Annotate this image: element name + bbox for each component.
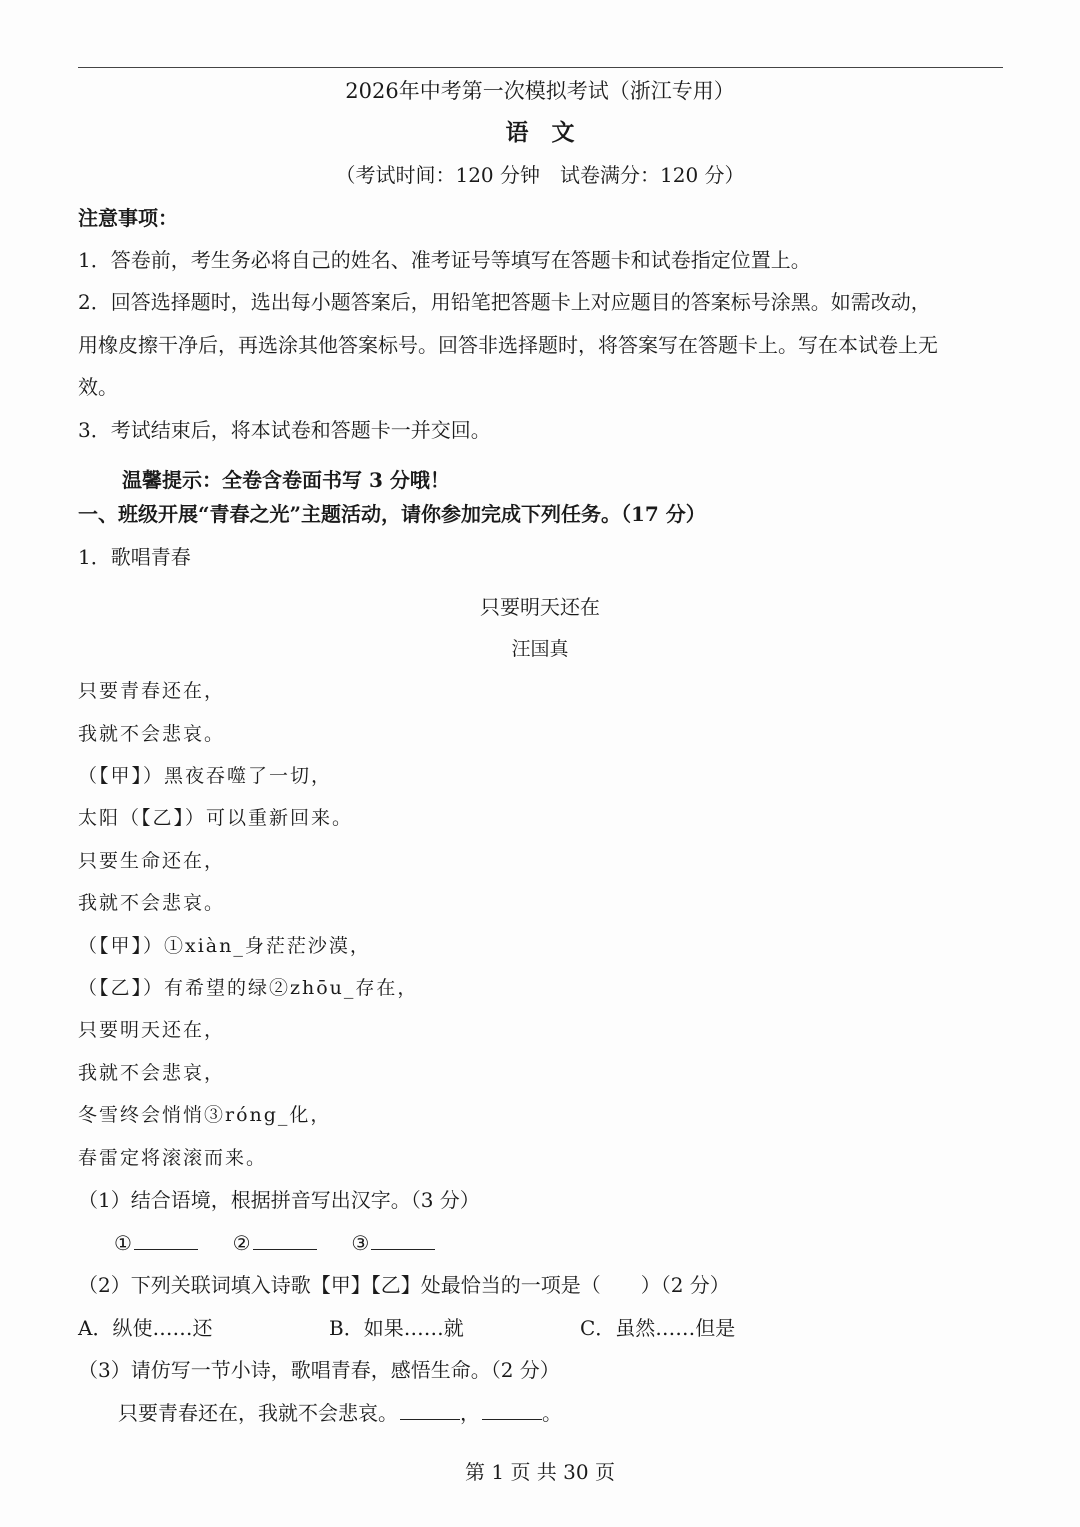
poem-author: 汪国真: [511, 638, 569, 660]
poem-line: 我就不会悲哀。: [78, 723, 226, 745]
exam-info: （考试时间：120 分钟 试卷满分：120 分）: [335, 163, 745, 187]
notice-item-2-line2: 用橡皮擦干净后，再选涂其他答案标号。回答非选择题时，将答案写在答题卡上。写在本试卷上无: [78, 333, 938, 357]
poem-title: 只要明天还在: [480, 595, 600, 619]
notice-item-2-line1: 2．回答选择题时，选出每小题答案后，用铅笔把答题卡上对应题目的答案标号涂黑。如需改动，: [78, 290, 931, 314]
notice-item-3: 3．考试结束后，将本试卷和答题卡一并交回。: [78, 418, 491, 442]
question-1: （1）结合语境，根据拼音写出汉字。（3 分）: [78, 1188, 480, 1212]
section-1-heading: 一、班级开展“青春之光”主题活动，请你参加完成下列任务。（17 分）: [78, 502, 706, 526]
question-3: （3）请仿写一节小诗，歌唱青春，感悟生命。（2 分）: [78, 1358, 560, 1382]
blank-label-1: ①: [114, 1231, 132, 1255]
task-1-title: 1．歌唱青春: [78, 545, 191, 569]
poem-line: （【甲】）黑夜吞噬了一切，: [78, 765, 333, 787]
answer-blank-2[interactable]: [253, 1229, 317, 1250]
question-2: （2）下列关联词填入诗歌【甲】【乙】处最恰当的一项是（ ）（2 分）: [78, 1273, 730, 1297]
poem-line: （【甲】）①xiàn_身茫茫沙漠，: [78, 935, 371, 957]
option-a: A．纵使……还: [78, 1316, 213, 1340]
option-c: C．虽然……但是: [580, 1316, 736, 1340]
answer-blank-1[interactable]: [134, 1229, 198, 1250]
period: 。: [542, 1401, 562, 1425]
exam-title: 2026年中考第一次模拟考试（浙江专用）: [345, 79, 735, 103]
imitation-blank-2[interactable]: [482, 1399, 542, 1420]
warm-tip: 温馨提示：全卷含卷面书写 3 分哦！: [122, 468, 450, 492]
poem-line: 只要青春还在，: [78, 680, 226, 702]
prompt-text: 只要青春还在，我就不会悲哀。: [118, 1401, 398, 1425]
notice-heading: 注意事项：: [78, 206, 178, 230]
page-number: 第 1 页 共 30 页: [465, 1460, 615, 1484]
question-1-blanks: [114, 1229, 435, 1257]
poem-line: 我就不会悲哀，: [78, 1062, 226, 1084]
question-3-prompt: [118, 1399, 562, 1427]
poem-line: 春雷定将滚滚而来。: [78, 1147, 268, 1169]
blank-label-3: ③: [351, 1231, 370, 1255]
notice-item-2-line3: 效。: [78, 375, 118, 399]
subject-title: 语 文: [505, 119, 575, 146]
poem-line: 冬雪终会悄悄③róng_化，: [78, 1104, 332, 1126]
answer-blank-3[interactable]: [371, 1229, 435, 1250]
poem-line: 太阳（【乙】）可以重新回来。: [78, 807, 354, 829]
notice-item-1: 1．答卷前，考生务必将自己的姓名、准考证号等填写在答题卡和试卷指定位置上。: [78, 248, 811, 272]
imitation-blank-1[interactable]: [400, 1399, 460, 1420]
option-b: B．如果……就: [329, 1316, 464, 1340]
comma: ，: [460, 1401, 480, 1425]
poem-line: 只要生命还在，: [78, 850, 226, 872]
blank-label-2: ②: [232, 1231, 251, 1255]
header-rule: [78, 67, 1003, 68]
poem-line: 我就不会悲哀。: [78, 892, 226, 914]
poem-line: （【乙】）有希望的绿②zhōu_存在，: [78, 977, 419, 999]
poem-line: 只要明天还在，: [78, 1019, 226, 1041]
